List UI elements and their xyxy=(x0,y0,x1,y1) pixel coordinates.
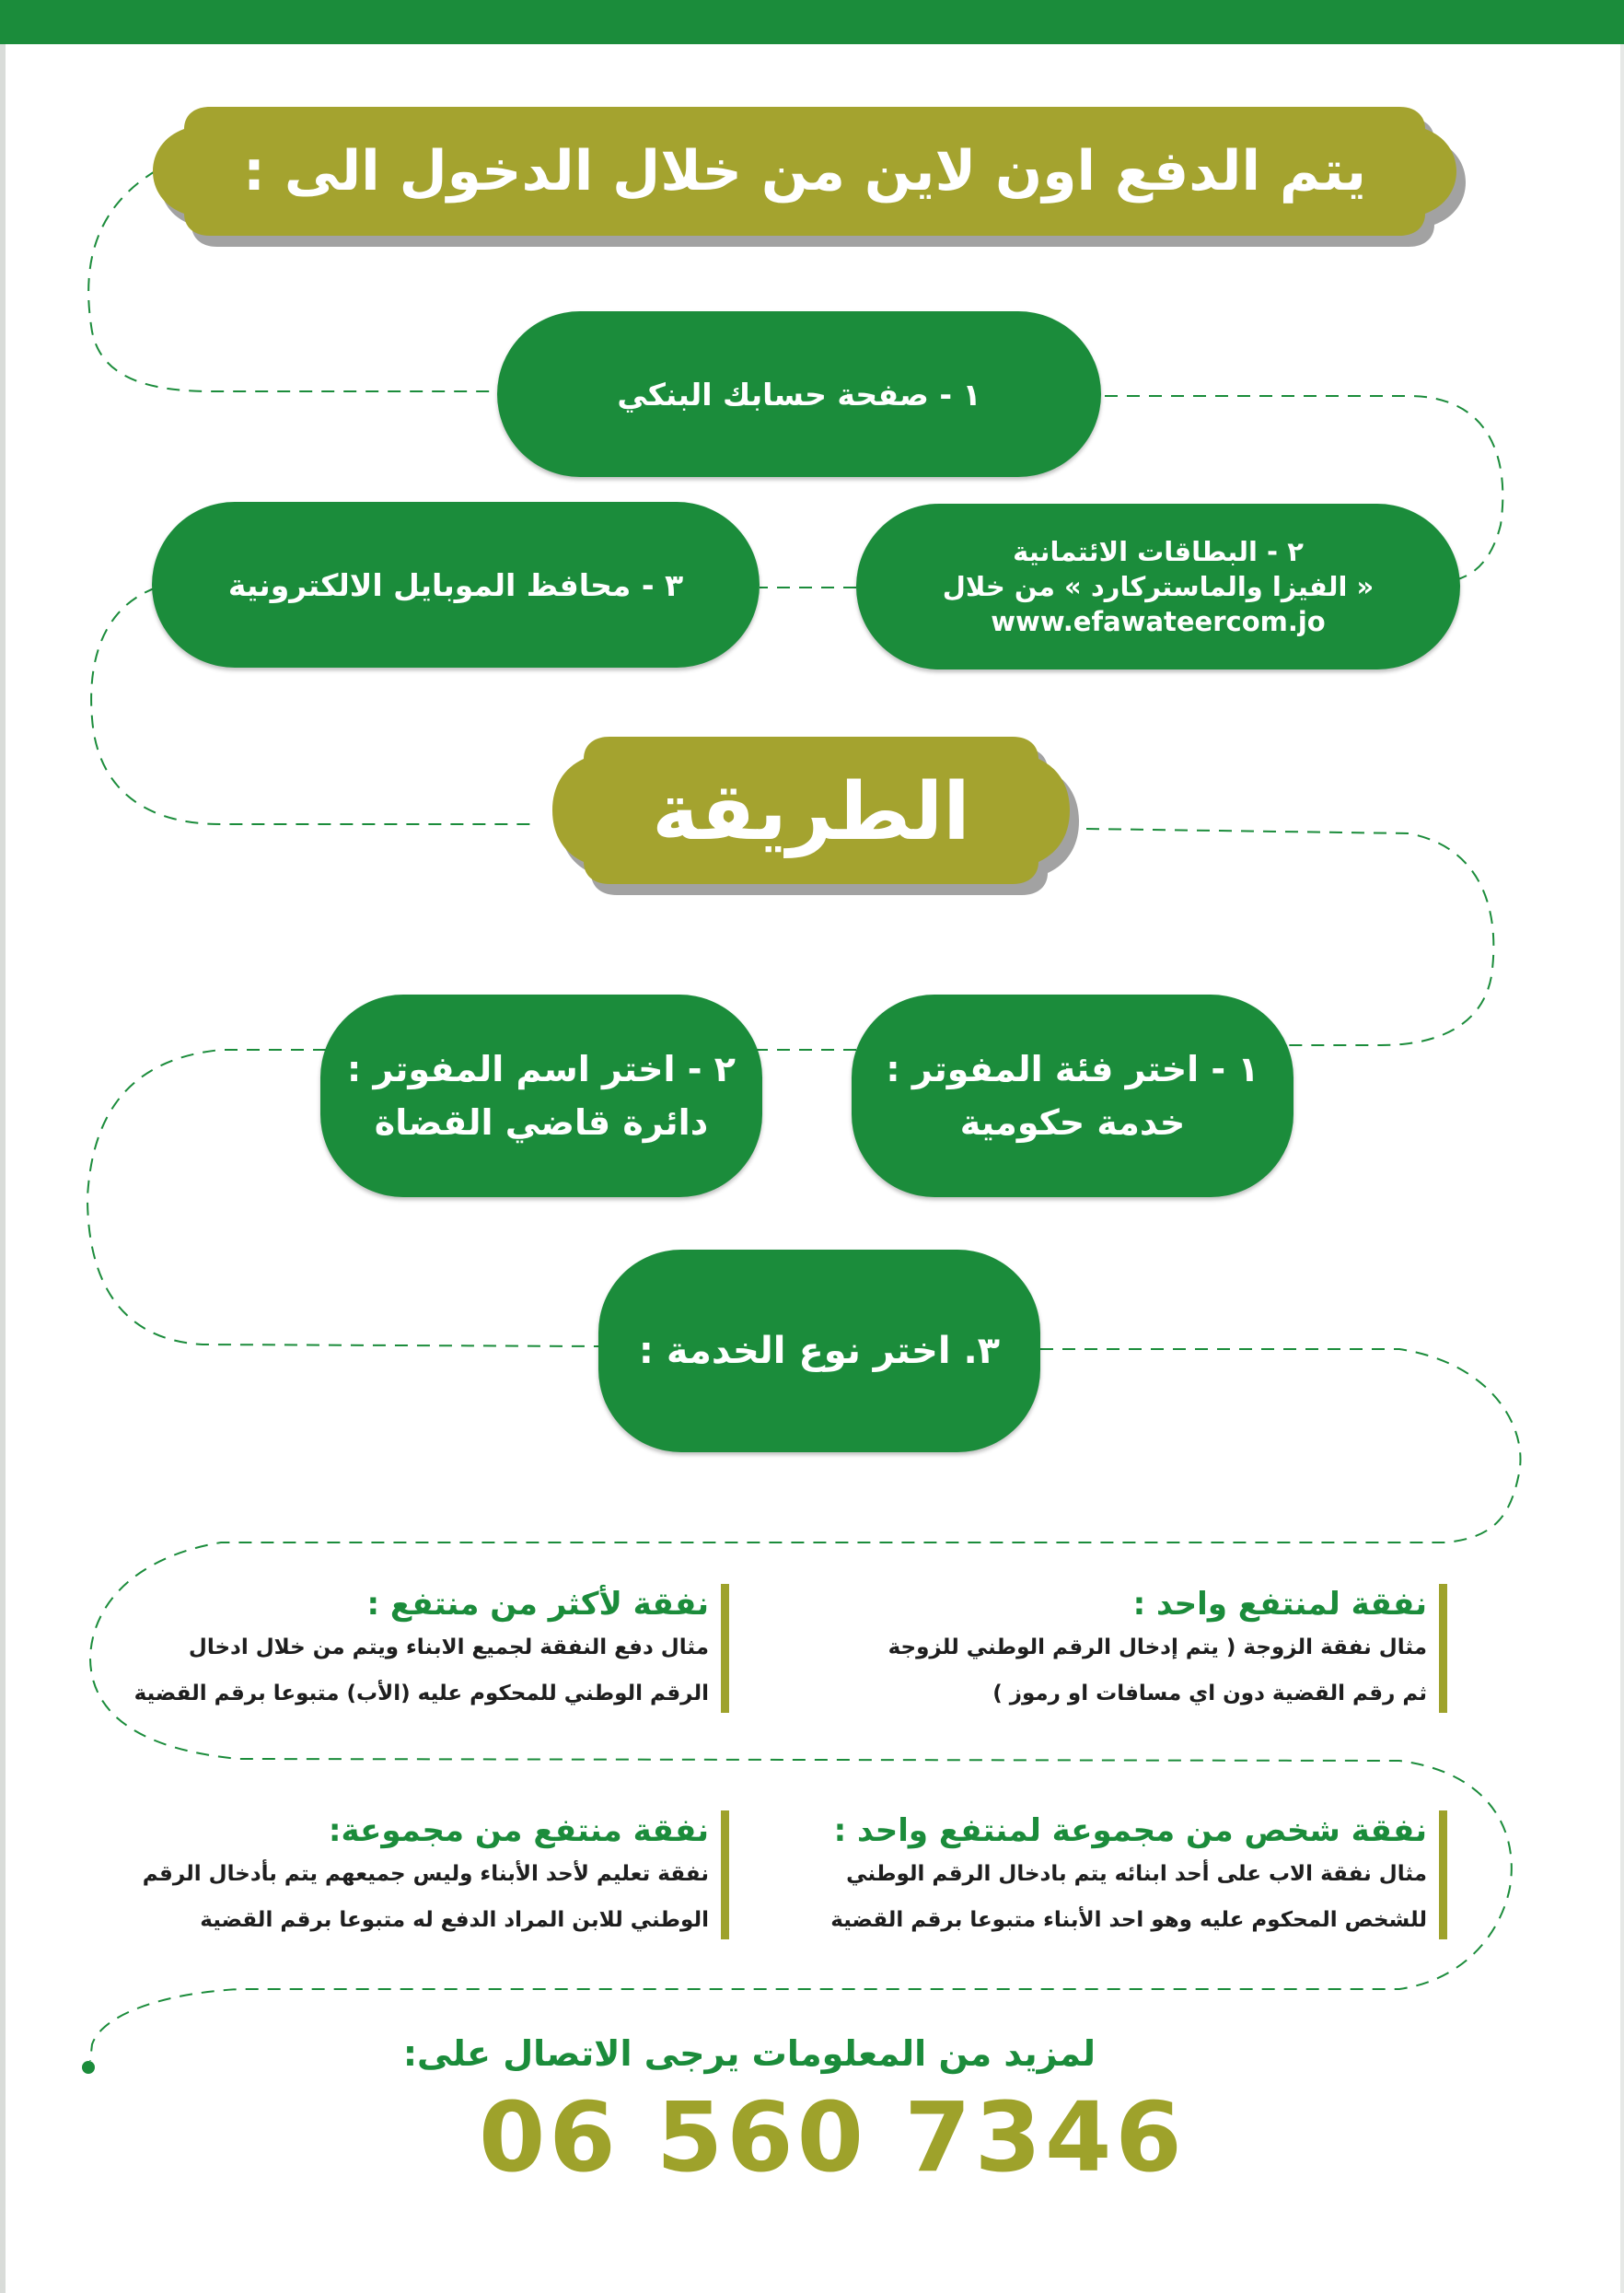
step-line: ١ - اختر فئة المفوتر : xyxy=(886,1049,1259,1089)
service-type-beneficiary-from-group xyxy=(143,1810,709,1943)
accent-bar xyxy=(1439,1584,1447,1713)
step-line: ٣. اختر نوع الخدمة : xyxy=(638,1330,1001,1372)
step-line: خدمة حكومية xyxy=(959,1102,1186,1143)
payment-option-mobile-wallets xyxy=(152,502,760,668)
service-type-line: للشخص المحكوم عليه وهو احد الأبناء متبوعا برقم القضية xyxy=(830,1908,1427,1932)
step-biller-name xyxy=(320,995,762,1197)
path-end-dot xyxy=(82,2061,95,2074)
accent-bar xyxy=(721,1810,729,1939)
step-biller-category xyxy=(852,995,1293,1197)
service-type-line: ثم رقم القضية دون اي مسافات او رموز ) xyxy=(992,1682,1427,1705)
payment-option-line: ٢ - البطاقات الائتمانية xyxy=(1013,536,1304,567)
step-service-type xyxy=(598,1250,1040,1452)
method-title: الطريقة xyxy=(652,766,970,858)
contact-label: لمزيد من المعلومات يرجى الاتصال على: xyxy=(402,2033,1096,2074)
payment-option-bank-page xyxy=(497,311,1101,477)
service-type-line: مثال نفقة الاب على أحد ابنائه يتم بادخال الرقم الوطني xyxy=(846,1862,1427,1886)
payment-option-line: « الفيزا والماستركارد » من خلال xyxy=(942,571,1375,602)
service-type-title: نفقة شخص من مجموعة لمنتفع واحد : xyxy=(833,1812,1427,1849)
payment-option-link: www.efawateercom.jo xyxy=(991,606,1326,637)
step-line: ٢ - اختر اسم المفوتر : xyxy=(347,1049,736,1089)
accent-bar xyxy=(721,1584,729,1713)
step-line: دائرة قاضي القضاة xyxy=(374,1102,709,1143)
payment-option-line: ١ - صفحة حسابك البنكي xyxy=(617,376,981,413)
header-title: يتم الدفع اون لاين من خلال الدخول الى : xyxy=(243,139,1366,204)
service-type-line: نفقة تعليم لأحد الأبناء وليس جميعهم يتم بأدخال الرقم xyxy=(142,1862,709,1886)
service-type-single-beneficiary xyxy=(888,1584,1427,1717)
service-type-line: مثال نفقة الزوجة ( يتم إدخال الرقم الوطني للزوجة xyxy=(887,1635,1427,1659)
service-type-person-from-group xyxy=(830,1810,1427,1943)
service-type-title: نفقة منتفع من مجموعة: xyxy=(328,1812,709,1849)
payment-option-line: ٣ - محافظ الموبايل الالكترونية xyxy=(227,566,684,603)
service-type-line: الرقم الوطني للمحكوم عليه (الأب) متبوعا برقم القضية xyxy=(133,1682,709,1705)
service-type-line: مثال دفع النفقة لجميع الابناء ويتم من خلال ادخال xyxy=(188,1635,709,1659)
service-type-multiple-beneficiaries xyxy=(134,1584,709,1717)
accent-bar xyxy=(1439,1810,1447,1939)
service-type-title: نفقة لمنتفع واحد : xyxy=(1132,1586,1427,1623)
payment-option-credit-cards xyxy=(856,504,1460,669)
service-type-line: الوطني للابن المراد الدفع له متبوعا برقم القضية xyxy=(200,1908,709,1932)
contact-phone-number: 06 560 7346 xyxy=(479,2081,1186,2194)
service-type-title: نفقة لأكثر من منتفع : xyxy=(366,1586,709,1623)
